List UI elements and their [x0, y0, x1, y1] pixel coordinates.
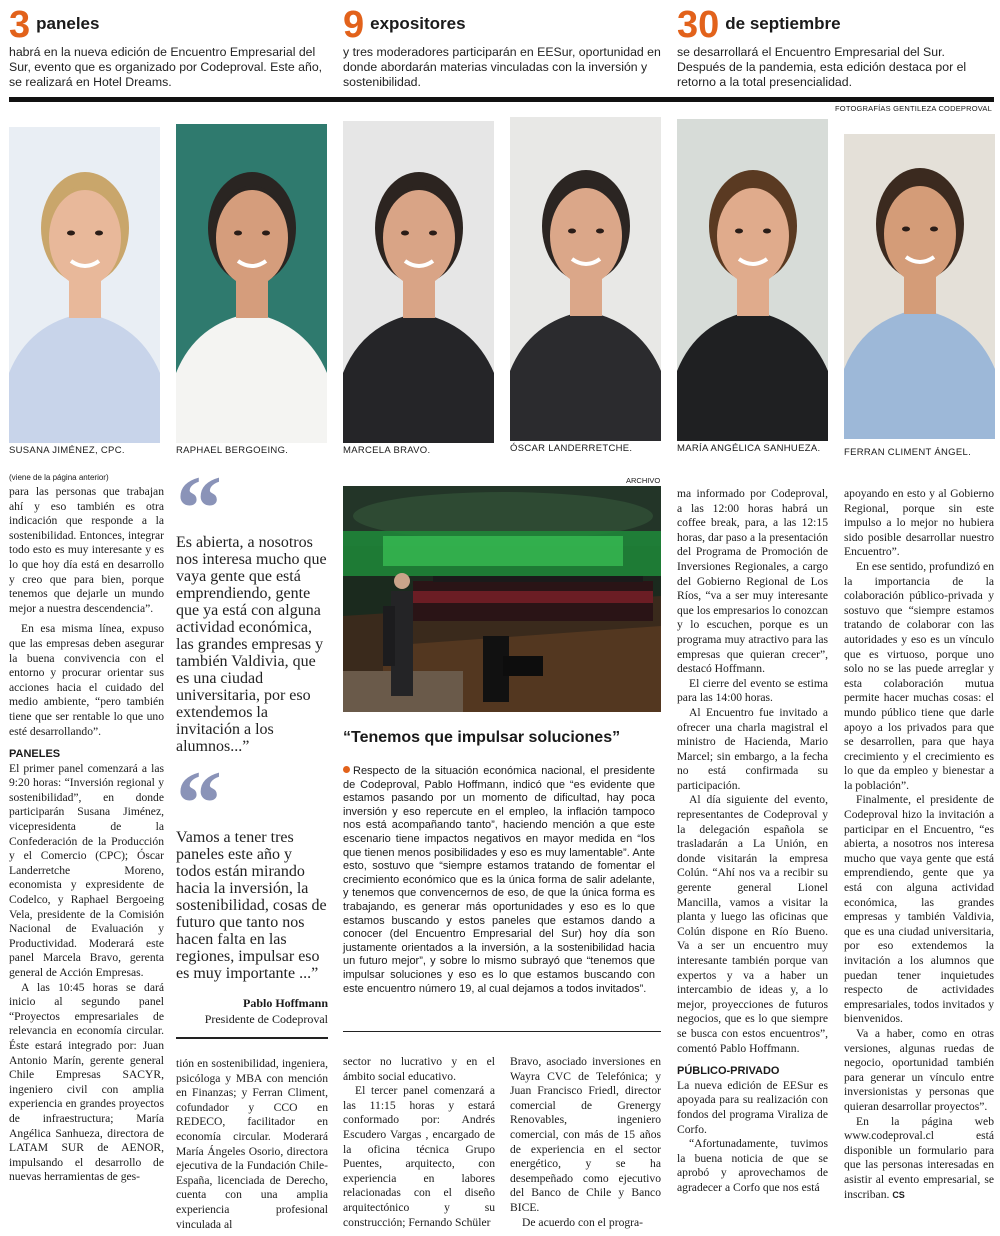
portrait-photo [510, 117, 661, 441]
subheading-publico-privado: PÚBLICO-PRIVADO [677, 1065, 780, 1078]
quote-1: Es abierta, a nosotros nos interesa mucho que vaya gente que está emprendiendo, gente que ya está con alguna actividad económica, las grandes empresas y también Valdivia, que es una ciudad universitaria, por eso extendemos la invitación a los alumnos...” [176, 534, 327, 755]
photo-credit: FOTOGRAFÍAS GENTILEZA CODEPROVAL [835, 104, 992, 113]
portrait-photo [844, 134, 995, 439]
stat-label: paneles [36, 14, 100, 33]
portrait-photo [9, 127, 160, 443]
stat-description: habrá en la nueva edición de Encuentro Empresarial del Sur, evento que es organizado por Codeproval. Este año, se realizará en Hotel Dreams. [9, 45, 323, 89]
portrait-illustration [176, 124, 327, 443]
box-text [343, 765, 655, 996]
portrait-illustration [510, 117, 661, 441]
paragraph: En ese sentido, profundizó en la importancia de la colaboración público-privada y sostuvo que “siempre estamos tratando de colaborar con las autoridades y eso es un vínculo que es virtuoso, porque uno solo no se las puede arreglar y esta colaboración mutua permite hacer muchas cosas: el mundo público tiene que darle apoyo a los privados para que se desarrollen, para que haya crecimiento y el crecimiento es lo que da empleo y bienestar a la población”. [844, 559, 994, 792]
portrait-illustration [844, 134, 995, 439]
portrait-caption: MARCELA BRAVO. [343, 445, 431, 456]
portrait-caption: RAPHAEL BERGOEING. [176, 445, 289, 456]
stat-number: 9 [343, 4, 365, 46]
box-headline: “Tenemos que impulsar soluciones” [343, 729, 621, 746]
portrait-photo [677, 119, 828, 441]
paragraph: La nueva edición de EESur es apoyada para su realización con fondos del programa Viraliza de Corfo. [677, 1078, 828, 1136]
stat-label: de septiembre [725, 14, 841, 33]
paragraph: apoyando en esto y al Gobierno Regional, porque sin este impulso a lo mejor no hubiera sido posible desarrollar nuestro Encuentro”. [844, 487, 994, 559]
article-column-3 [343, 1055, 495, 1230]
subheading-paneles: PANELES [9, 748, 61, 761]
article-column-6 [844, 487, 994, 1202]
portrait-illustration [343, 121, 494, 443]
paragraph: tión en sostenibilidad, ingeniera, psicóloga y MBA con mención en Finanzas; y Ferran Climent, cofundador y CCO en REDECO, facilitador en economía circular. Moderará María Ángeles Osorio, directora ejecutiva de la Fundación Chile-España, licenciada de Derecho, cuenta con una amplia experiencia profesional vinculada al [176, 1057, 328, 1231]
quote-mark-icon: “ [176, 457, 208, 559]
paragraph: El primer panel comenzará a las 9:20 horas: “Inversión regional y sostenibilidad”, en donde participarán Susana Jiménez, vicepresidenta de la Confederación de la Producción y el Comercio (CPC); Óscar Landerretche Moreno, economista y expresidente de Codelco, y Raphael Bergoeing Vela, presidente de la Comisión Nacional de Evaluación y Productividad. Moderará este panel Marcela Bravo, gerenta general de Acción Empresas. [9, 761, 164, 979]
pull-quotes [176, 457, 328, 1027]
quote-author: Pablo Hoffmann [242, 996, 328, 1010]
stat-paneles [9, 6, 327, 90]
paragraph: El tercer panel comenzará a las 11:15 horas y estará conformado por: Andrés Escudero Vargas , encargado de la oficina técnica Grupo Puentes, arquitecto, con experiencia en labores relacionadas con el diseño arquitectónico y su construcción; Fernando Schüler [343, 1084, 495, 1229]
paragraph: para las personas que trabajan ahí y eso también es otra indicación que responde a la sostenibilidad. Entonces, integrar todo esto es muy interesante y es lo que hoy día está en desarrollo y creo que para bien, porque tenemos que dejarle un mundo mejor a nuestra descendencia”. [9, 485, 164, 615]
stat-description: y tres moderadores participarán en EESur, oportunidad en donde abordarán materias vinculadas con la inversión y sostenibilidad. [343, 45, 661, 89]
portrait-photo [176, 124, 327, 443]
portrait-caption: ÓSCAR LANDERRETCHE. [510, 443, 633, 454]
stat-label: expositores [370, 14, 466, 33]
paragraph-text: En la página web www.codeproval.cl está disponible un formulario para que las personas interesadas en asistir al evento empresarial, se inscriban. [844, 1114, 994, 1201]
paragraph: “Afortunadamente, tuvimos la buena noticia de que se aprobó y aprovechamos de agradecer a Corfo que nos está [677, 1137, 828, 1194]
continued-note: (viene de la página anterior) [9, 473, 109, 482]
portrait-illustration [9, 127, 160, 443]
portrait-illustration [677, 119, 828, 441]
portrait-photo [343, 121, 494, 443]
stat-number: 30 [677, 4, 720, 46]
archive-label: ARCHIVO [626, 476, 661, 485]
quote-mark-icon: “ [176, 752, 208, 854]
portrait-caption: SUSANA JIMÉNEZ, CPC. [9, 445, 125, 456]
bullet-icon [343, 766, 350, 773]
paragraph: sector no lucrativo y en el ámbito social educativo. [343, 1055, 495, 1083]
article-column-5 [677, 487, 828, 1196]
article-column-4 [510, 1055, 661, 1230]
paragraph: Al día siguiente del evento, representantes de Codeproval y la delegación española se trasladarán a La Unión, en donde visitarán la empresa Colún. “Ahí nos va a recibir su gerente general Lionel Mancilla, vamos a visitar la planta y luego las oficinas que Colún dispone en Río Bueno. Va a ser un encuentro muy interesante también porque van expertos y va a haber un intercambio de ideas y, a lo mejor, proyecciones de futuros negocios, que es lo que siempre se busca con estos encuentros”, comentó Pablo Hoffmann. [677, 793, 828, 1055]
end-mark-icon: CS [892, 1189, 905, 1200]
paragraph: Bravo, asociado inversiones en Wayra CVC de Telefónica; y Juan Francisco Friedl, director comercial de Grenergy Renovables, ingeniero comercial, con más de 15 años de experiencia en el sector energético, y se ha desempeñado como ejecutivo del Banco de Chile y Banco BICE. [510, 1055, 661, 1214]
stat-description: se desarrollará el Encuentro Empresarial del Sur. Después de la pandemia, esta edición destaca por el retorno a la total presencialidad. [677, 45, 967, 89]
paragraph: Al Encuentro fue invitado a ofrecer una charla magistral el ministro de Hacienda, Mario Marcel; sin embargo, a la fecha no está confirmada su participación. [677, 705, 828, 792]
paragraph: ma informado por Codeproval, a las 12:00 horas habrá un coffee break, para, a las 12:15 horas, dar paso a la presentación del Programa de Promoción de Inversiones Regionales, a cargo del Gobierno Regional de Los Ríos, “va a ser muy interesante que los empresarios lo conozcan y lo escuchen, porque es un programa muy atractivo para las empresas que quieran crecer”, destacó Hoffmann. [677, 487, 828, 676]
article-column-2 [176, 1057, 328, 1232]
portrait-caption: MARÍA ANGÉLICA SANHUEZA. [677, 443, 821, 454]
stat-number: 3 [9, 4, 31, 46]
event-photo [343, 486, 661, 712]
paragraph: A las 10:45 horas se dará inicio al segundo panel “Proyectos empresariales de relevancia en economía circular. Éste estará integrado por: Juan Antonio Marín, gerente general Chile Empresas SACYR, ingeniero civil con amplia experiencia en grandes proyectos de infraestructura; María Angélica Sanhueza, directora de LATAM SUR de AENOR, impulsando el desarrollo de nuevas herramientas de ges- [9, 980, 164, 1184]
divider [343, 1031, 661, 1032]
paragraph [844, 1115, 994, 1203]
paragraph: En esa misma línea, expuso que las empresas deben asegurar la buena convivencia con el entorno y procurar orientar sus acciones hacia el cuidado del medio ambiente, “pero también tiene que ser rentable lo que uno esté desarrollando”. [9, 622, 164, 738]
paragraph: Finalmente, el presidente de Codeproval hizo la invitación a participar en el Encuentro, “es abierta, a nosotros nos interesa mucho que vaya gente que está emprendiendo, gente que ya está con alguna actividad económica, las grandes empresas y también Valdivia, que es una ciudad universitaria, por eso extendemos la invitación a los alumnos que puedan tener inquietudes respecto de actividades empresariales, todos invitados y bienvenidos. [844, 793, 994, 1026]
paragraph: Va a haber, como en otras versiones, algunas ruedas de negocio, oportunidad también para generar un vínculo entre inversionistas y personas que quieran desarrollar proyectos”. [844, 1026, 994, 1113]
header-rule [9, 97, 994, 102]
paragraph: El cierre del evento se estima para las 14:00 horas. [677, 676, 828, 705]
stat-fecha [677, 6, 995, 90]
stat-expositores [343, 6, 661, 90]
box-paragraph: Respecto de la situación económica nacional, el presidente de Codeproval, Pablo Hoffmann, indicó que “es evidente que estamos pasando por un momento de dificultad, hay poca inversión y eso repercute en el empleo, la inflación tampoco nos está acompañando tanto”, haciendo mención a que este escenario tiene impactos negativos en mayor medida en “los que tienen menos posibilidades y eso es muy lamentable”. Ante esto, sostuvo que “siempre estamos tratando de fomentar el crecimiento económico que es la única forma de salir adelante, y tenemos que convencernos de eso, de que la única forma es trabajando, es generar más oportunidades y eso es lo que estamos buscando y estos paneles que estamos dando a conocer (del Encuentro Empresarial del Sur) hoy día son justamente orientados a la inversión, a la sostenibilidad hacia un futuro mejor”, y sobre lo mismo subrayó que “tenemos que impulsar soluciones y eso es lo que estamos buscando con este encuentro número 19, al cual dejamos a todos invitados”. [343, 765, 655, 995]
portrait-caption: FERRAN CLIMENT ÁNGEL. [844, 447, 972, 458]
divider [176, 1037, 328, 1039]
quote-2: Vamos a tener tres paneles este año y todos están mirando hacia la inversión, la sostenibilidad, cosas de futuro que tanto nos hacen falta en las regiones, impulsar eso es muy importante ...” [176, 829, 327, 982]
paragraph: De acuerdo con el progra- [522, 1215, 644, 1229]
quote-author-role: Presidente de Codeproval [204, 1012, 328, 1026]
article-column-1 [9, 485, 164, 1185]
